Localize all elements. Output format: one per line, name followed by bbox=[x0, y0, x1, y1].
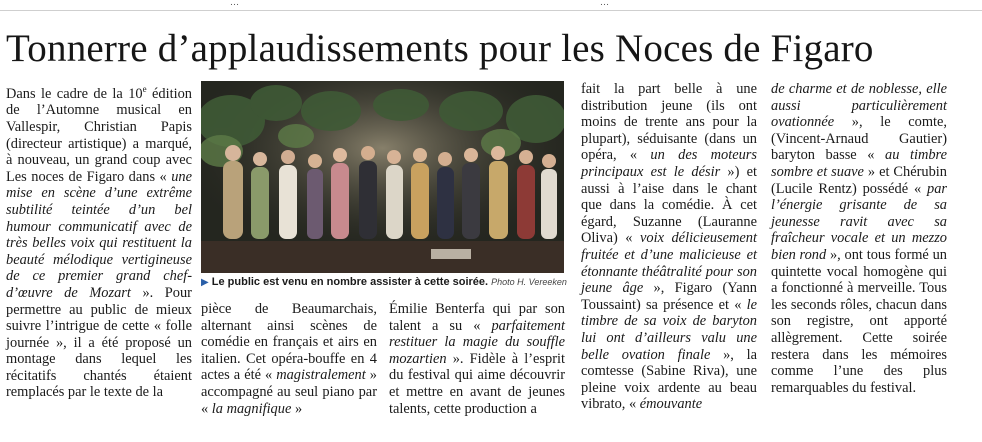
paragraph bbox=[201, 301, 377, 417]
caption-text: Le public est venu en nombre assister à cette soirée. bbox=[211, 276, 489, 288]
quoted-text: le timbre de sa voix de baryton lui ont d’ailleurs valu une belle ovation finale bbox=[581, 296, 757, 363]
text-run: » accompagné au seul piano par « bbox=[201, 367, 377, 417]
text-run: Émilie Benterfa qui par son talent a su « bbox=[389, 301, 565, 334]
article-column-4 bbox=[581, 81, 757, 437]
article-column-2 bbox=[201, 301, 377, 437]
header-fragment: … bbox=[230, 0, 239, 7]
photo-caption bbox=[201, 276, 565, 290]
text-run: », la comtesse (Sabine Riva), une pleine voix ardente au beau vibrato, « bbox=[581, 346, 757, 413]
stage-performers-illustration bbox=[201, 81, 564, 273]
article-title: Tonnerre d’applaudissements pour les Noces de Figaro bbox=[6, 27, 874, 70]
quoted-text: par l’énergie grisante de sa jeunesse ravit avec sa fraîcheur vocale et un mezzo bien rond bbox=[771, 180, 947, 263]
text-run: ». Fidèle à l’esprit du festival qui aime découvrir et mettre en avant de jeunes talents, cette production a bbox=[389, 350, 565, 417]
quoted-text: parfaitement restituer la magie du souffle mozartien bbox=[389, 317, 565, 367]
paragraph bbox=[771, 81, 947, 396]
paragraph bbox=[6, 81, 192, 401]
caption-marker-icon: ▶ bbox=[201, 277, 209, 288]
text-run: Dans le cadre de la 10 bbox=[6, 85, 143, 102]
quoted-text: une mise en scène d’une extrême subtilité teintée d’un bel humour communicatif avec de très belles voix qui restituent la beauté mélodique vertigineuse de ce premier grand chef-d’œuvre de Mozart bbox=[6, 168, 192, 301]
quoted-text: voix délicieusement fruitée et d’une malicieuse et étonnante théâtralité pour son jeune âge bbox=[581, 230, 757, 297]
text-run: » et Chérubin (Lucile Rentz) possédé « bbox=[771, 163, 947, 197]
quoted-text: au timbre sombre et suave bbox=[771, 147, 948, 180]
quoted-text: un des moteurs principaux est le désir bbox=[581, 147, 757, 180]
text-run: », ont tous formé un quintette vocal homogène qui a fonctionné à merveille. Tous les seconds rôles, chacun dans son registre, ont apporté allègrement. Cette soirée restera dans les mémoires comme l’une des plus remarquables du festival. bbox=[771, 246, 947, 396]
text-run: », le comte, (Vincent-Arnaud Gautier) baryton basse « bbox=[771, 114, 947, 164]
paragraph bbox=[389, 301, 565, 417]
text-run: » bbox=[291, 400, 303, 417]
text-run: édition de l’Automne musical en Vallespir, Christian Papis (directeur artistique) a marqué, à nouveau, un grand coup avec Les noces de Figaro dans « bbox=[6, 85, 192, 185]
header-fragment: … bbox=[600, 0, 609, 7]
text-run: », Figaro (Yann Toussaint) sa présence et « bbox=[581, 280, 757, 313]
text-run: ») et aussi à l’aise dans le chant que dans la comédie. À cet égard, Suzanne (Lauranne Oliva) « bbox=[581, 163, 757, 247]
text-run: ». Pour permettre au public de mieux suivre l’intrigue de cette « folle journée », il a été proposé un montage dans lequel les récitatifs chantés étaient remplacés par le texte de la bbox=[6, 284, 192, 401]
quoted-text: émouvante bbox=[639, 396, 703, 413]
text-run: e bbox=[142, 84, 147, 94]
quoted-text: la magnifique bbox=[211, 400, 292, 417]
text-run: pièce de Beaumarchais, alternant ainsi scènes de comédie en français et airs en italien. Cet opéra-bouffe en 4 actes a été « bbox=[201, 301, 377, 384]
article-column-1 bbox=[6, 81, 192, 437]
quoted-text: de charme et de noblesse, elle aussi particulièrement ovationnée bbox=[771, 81, 947, 131]
paragraph bbox=[581, 81, 757, 413]
page-header-strip bbox=[0, 0, 982, 11]
article-column-5 bbox=[771, 81, 947, 437]
photo-credit: Photo H. Vereeken bbox=[491, 277, 567, 287]
article-photo bbox=[201, 81, 564, 273]
text-run: fait la part belle à une distribution jeune (ils ont moins de trente ans pour la plupart), séduisante (dans un opéra, « bbox=[581, 81, 757, 164]
article-column-3 bbox=[389, 301, 565, 437]
quoted-text: magistralement bbox=[276, 367, 366, 384]
